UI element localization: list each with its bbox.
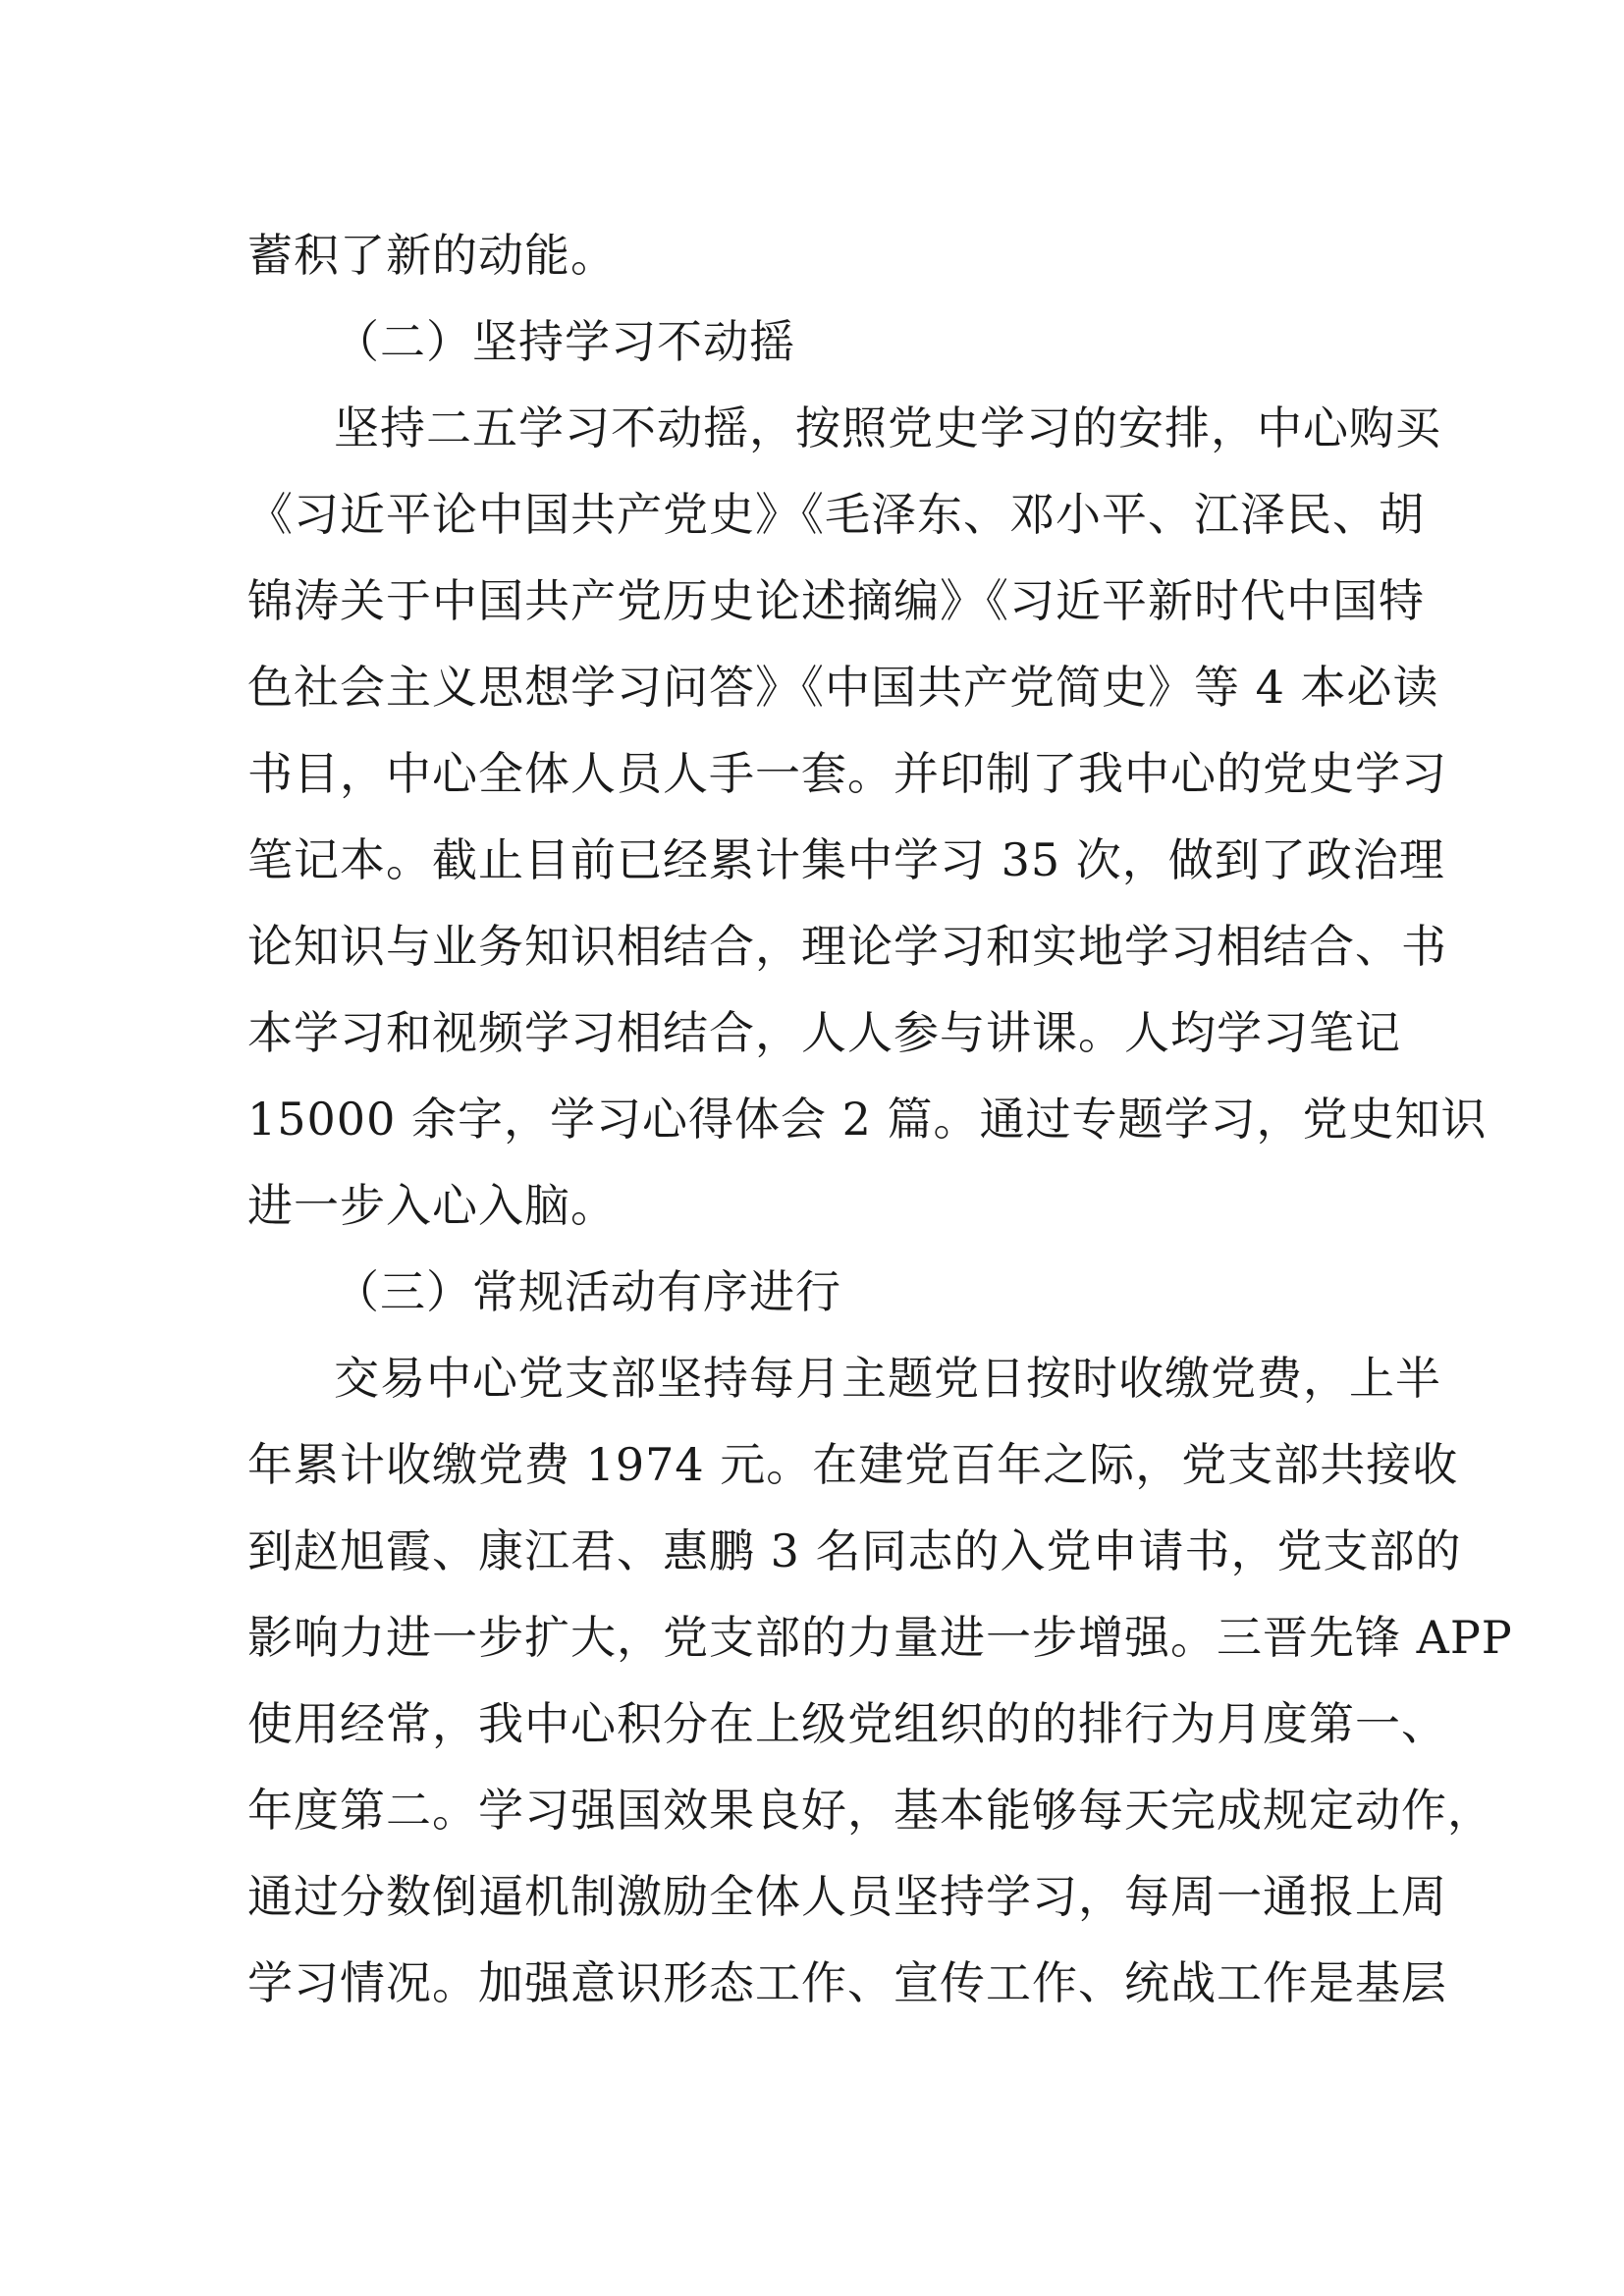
paragraph-line: 交易中心党支部坚持每月主题党日按时收缴党费，上半 xyxy=(334,1352,1441,1405)
paragraph-line: 论知识与业务知识相结合，理论学习和实地学习相结合、书 xyxy=(247,920,1447,973)
paragraph-line: 使用经常，我中心积分在上级党组织的的排行为月度第一、 xyxy=(247,1697,1447,1750)
paragraph-line: 坚持二五学习不动摇，按照党史学习的安排，中心购买 xyxy=(334,401,1441,454)
paragraph-line: 色社会主义思想学习问答》《中国共产党简史》等 4 本必读 xyxy=(247,661,1439,714)
paragraph-line: 年累计收缴党费 1974 元。在建党百年之际，党支部共接收 xyxy=(247,1438,1459,1491)
paragraph-line: 笔记本。截止目前已经累计集中学习 35 次，做到了政治理 xyxy=(247,833,1445,886)
paragraph-line: 蓄积了新的动能。 xyxy=(247,229,617,282)
paragraph-line: 学习情况。加强意识形态工作、宣传工作、统战工作是基层 xyxy=(247,1956,1447,2009)
paragraph-line: 书目，中心全体人员人手一套。并印制了我中心的党史学习 xyxy=(247,747,1447,800)
paragraph-line: 15000 余字，学习心得体会 2 篇。通过专题学习，党史知识 xyxy=(247,1093,1488,1146)
paragraph-line: 影响力进一步扩大，党支部的力量进一步增强。三晋先锋 APP xyxy=(247,1611,1513,1664)
paragraph-line: 通过分数倒逼机制激励全体人员坚持学习，每周一通报上周 xyxy=(247,1870,1447,1923)
paragraph-line: 《习近平论中国共产党史》《毛泽东、邓小平、江泽民、胡 xyxy=(247,488,1425,541)
section-heading: （二）坚持学习不动摇 xyxy=(334,315,795,368)
paragraph-line: 本学习和视频学习相结合，人人参与讲课。人均学习笔记 xyxy=(247,1006,1401,1059)
paragraph-line: 到赵旭霞、康江君、惠鹏 3 名同志的入党申请书，党支部的 xyxy=(247,1524,1462,1577)
section-heading: （三）常规活动有序进行 xyxy=(334,1265,841,1318)
paragraph-line: 锦涛关于中国共产党历史论述摘编》《习近平新时代中国特 xyxy=(247,574,1425,627)
paragraph-line: 进一步入心入脑。 xyxy=(247,1179,617,1232)
paragraph-line: 年度第二。学习强国效果良好，基本能够每天完成规定动作， xyxy=(247,1784,1493,1837)
